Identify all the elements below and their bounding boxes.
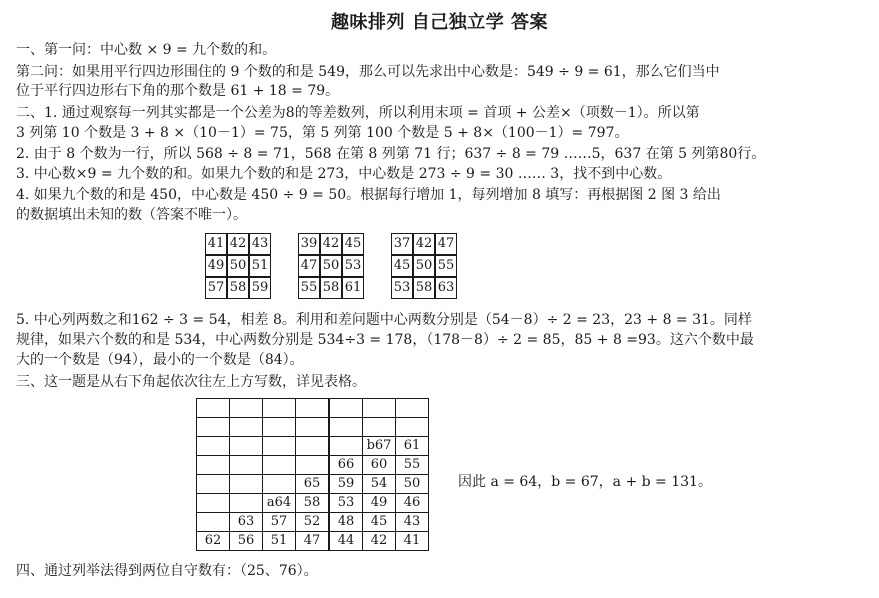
table-row [197,494,429,513]
text-line: 的数据填出未知的数（答案不唯一）。 [16,207,247,223]
text-line: 一、第一问：中心数 × 9 = 九个数的和。 [16,42,277,58]
table-cell [296,418,330,437]
text-line: 四、通过列举法得到两位自守数有：（25、76）。 [16,563,318,579]
grid-cell: 42 [320,234,342,256]
grid-cell: 47 [435,234,457,256]
page-title: 趣味排列 自己独立学 答案 [330,12,549,33]
grid-cell: 58 [320,277,342,299]
table-cell [263,437,296,456]
text-line: 3 列第 10 个数是 3 + 8 ×（10－1）= 75，第 5 列第 100 个数是 5 + 8×（100－1）= 797。 [16,125,629,141]
table-row [197,399,429,418]
number-grid-1 [205,233,271,299]
grid-cell: 37 [392,234,414,256]
grid-cell: 61 [342,277,364,299]
grid-cell: 55 [435,255,457,277]
table-cell [230,475,263,494]
table-cell [197,513,230,532]
table-cell: 42 [363,532,396,551]
grid-cell: 50 [227,255,249,277]
table-cell [296,399,330,418]
table-cell: 48 [329,513,363,532]
table-cell [396,418,429,437]
table-cell: 57 [263,513,296,532]
grid-cell: 51 [249,255,271,277]
table-cell [197,456,230,475]
table-cell: 61 [396,437,429,456]
grid-cell: 50 [413,255,435,277]
table-cell [197,494,230,513]
number-grid-3 [391,233,457,299]
grid-cell: 42 [413,234,435,256]
grid-cell: 45 [392,255,414,277]
text-line: 4. 如果九个数的和是 450，中心数是 450 ÷ 9 = 50。根据每行增加 1，每列增加 8 填写：再根据图 2 图 3 给出 [16,187,721,203]
table-cell: 50 [396,475,429,494]
table-cell: 47 [296,532,330,551]
grid-cell: 42 [227,234,249,256]
table-cell: 59 [329,475,363,494]
table-cell [363,418,396,437]
table-cell [197,418,230,437]
table-cell [197,475,230,494]
table-cell: 56 [230,532,263,551]
table-cell: 53 [329,494,363,513]
grid-cell: 39 [299,234,321,256]
grid-cell: 55 [299,277,321,299]
table-cell [230,494,263,513]
table-cell [363,399,396,418]
table-cell [263,456,296,475]
grid-cell: 58 [413,277,435,299]
table-cell: 49 [363,494,396,513]
number-grid-2 [298,233,364,299]
text-line: 二、1. 通过观察每一列其实都是一个公差为8的等差数列，所以利用末项 = 首项 + 公差×（项数－1）。所以第 [16,105,700,121]
text-line: 2. 由于 8 个数为一行，所以 568 ÷ 8 = 71，568 在第 8 列第 71 行；637 ÷ 8 = 79 ……5，637 在第 5 列第80行。 [16,146,766,162]
table-cell [197,399,230,418]
table-row [197,475,429,494]
table-row [197,456,429,475]
text-line: 第二问：如果用平行四边形围住的 9 个数的和是 549，那么可以先求出中心数是：549 ÷ 9 = 61，那么它们当中 [16,64,720,80]
table-cell: 58 [296,494,330,513]
grid-cell: 53 [342,255,364,277]
text-line: 规律，如果六个数的和是 534，中心两数分别是 534÷3 = 178，（178－8）÷ 2 = 85，85 + 8 =93。这六个数中最 [16,332,754,348]
table-cell: 44 [329,532,363,551]
table-cell: 60 [363,456,396,475]
table-cell: 46 [396,494,429,513]
table-cell [263,418,296,437]
table-row [197,418,429,437]
number-table [196,398,429,551]
table-cell [329,399,363,418]
text-line: 5. 中心列两数之和162 ÷ 3 = 54，相差 8。利用和差问题中心两数分别是（54－8）÷ 2 = 23，23 + 8 = 31。同样 [16,312,752,328]
table-answer-text: 因此 a = 64，b = 67，a + b = 131。 [458,474,712,490]
table-cell [296,456,330,475]
text-line: 位于平行四边形右下角的那个数是 61 + 18 = 79。 [16,83,340,99]
table-cell: 41 [396,532,429,551]
table-cell: 65 [296,475,330,494]
table-row [197,437,429,456]
table-cell [230,437,263,456]
table-cell: a64 [263,494,296,513]
grid-cell: 45 [342,234,364,256]
grid-cell: 57 [206,277,228,299]
grid-cell: 43 [249,234,271,256]
table-cell: 66 [329,456,363,475]
grid-cell: 41 [206,234,228,256]
grid-cell: 50 [320,255,342,277]
table-cell [329,418,363,437]
grid-cell: 59 [249,277,271,299]
text-line: 三、这一题是从右下角起依次往左上方写数，详见表格。 [16,374,366,390]
text-line: 3. 中心数×9 = 九个数的和。如果九个数的和是 273，中心数是 273 ÷ 9 = 30 …… 3，找不到中心数。 [16,166,672,182]
table-cell: 54 [363,475,396,494]
table-cell: 43 [396,513,429,532]
table-row [197,513,429,532]
table-cell: 55 [396,456,429,475]
table-cell: 62 [197,532,230,551]
grid-cell: 47 [299,255,321,277]
table-cell [263,399,296,418]
grid-cell: 49 [206,255,228,277]
table-cell [230,456,263,475]
table-cell [230,399,263,418]
text-line: 大的一个数是（94），最小的一个数是（84）。 [16,352,304,368]
table-cell [396,399,429,418]
table-cell: 45 [363,513,396,532]
table-cell: b67 [363,437,396,456]
table-cell: 63 [230,513,263,532]
table-cell: 51 [263,532,296,551]
table-cell [296,437,330,456]
grid-cell: 58 [227,277,249,299]
table-cell [230,418,263,437]
table-cell: 52 [296,513,330,532]
grid-cell: 63 [435,277,457,299]
table-cell [197,437,230,456]
grid-cell: 53 [392,277,414,299]
table-cell [329,437,363,456]
table-cell [263,475,296,494]
table-row [197,532,429,551]
